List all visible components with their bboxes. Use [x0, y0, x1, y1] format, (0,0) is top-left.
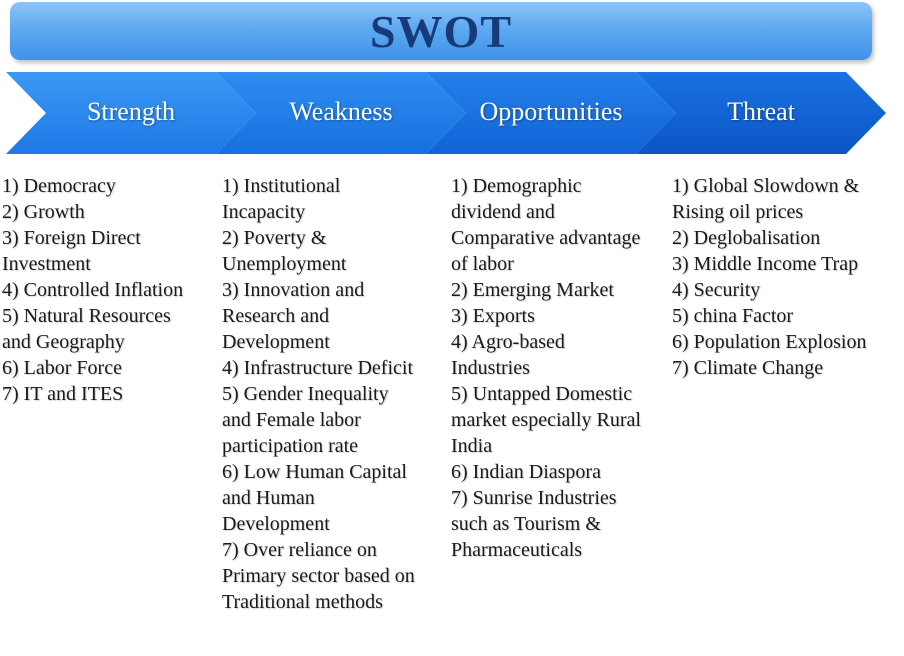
strength-label: Strength	[86, 97, 176, 126]
threat-label: Threat	[727, 97, 795, 126]
list-item: 5) Gender Inequality and Female labor participation rate	[222, 383, 389, 457]
strength-list	[2, 173, 214, 407]
list-item: 4) Infrastructure Deficit	[222, 357, 414, 379]
list-item: 1) Demographic dividend and Comparative advantage of labor	[451, 175, 641, 275]
threat-list	[672, 173, 902, 381]
list-item: 2) Poverty & Unemployment	[222, 227, 347, 275]
list-item: 2) Deglobalisation	[672, 227, 821, 249]
list-item: 4) Agro-based Industries	[451, 331, 565, 379]
list-item: 4) Security	[672, 279, 761, 301]
list-item: 1) Democracy	[2, 175, 116, 197]
list-item: 7) IT and ITES	[2, 383, 124, 405]
list-item: 6) Labor Force	[2, 357, 122, 379]
list-item: 5) china Factor	[672, 305, 794, 327]
list-item: 7) Sunrise Industries such as Tourism & Pharmaceuticals	[451, 487, 617, 561]
weakness-list	[222, 173, 446, 615]
swot-title: SWOT	[369, 5, 513, 57]
list-item: 1) Global Slowdown & Rising oil prices	[672, 175, 860, 223]
opportunities-list	[451, 173, 665, 563]
list-item: 3) Exports	[451, 305, 535, 327]
list-item: 7) Over reliance on Primary sector based on Traditional methods	[222, 539, 415, 613]
list-item: 7) Climate Change	[672, 357, 824, 379]
list-item: 2) Emerging Market	[451, 279, 614, 301]
opportunities-label: Opportunities	[479, 97, 623, 126]
weakness-label: Weakness	[289, 97, 393, 126]
list-item: 3) Innovation and Research and Development	[222, 279, 365, 353]
list-item: 3) Foreign Direct Investment	[2, 227, 141, 275]
list-item: 4) Controlled Inflation	[2, 279, 184, 301]
list-item: 1) Institutional Incapacity	[222, 175, 341, 223]
list-item: 6) Low Human Capital and Human Development	[222, 461, 407, 535]
list-item: 5) Untapped Domestic market especially Rural India	[451, 383, 641, 457]
list-item: 3) Middle Income Trap	[672, 253, 859, 275]
list-item: 6) Indian Diaspora	[451, 461, 601, 483]
list-item: 5) Natural Resources and Geography	[2, 305, 171, 353]
swot-title-banner	[10, 2, 872, 60]
list-item: 2) Growth	[2, 201, 85, 223]
list-item: 6) Population Explosion	[672, 331, 867, 353]
